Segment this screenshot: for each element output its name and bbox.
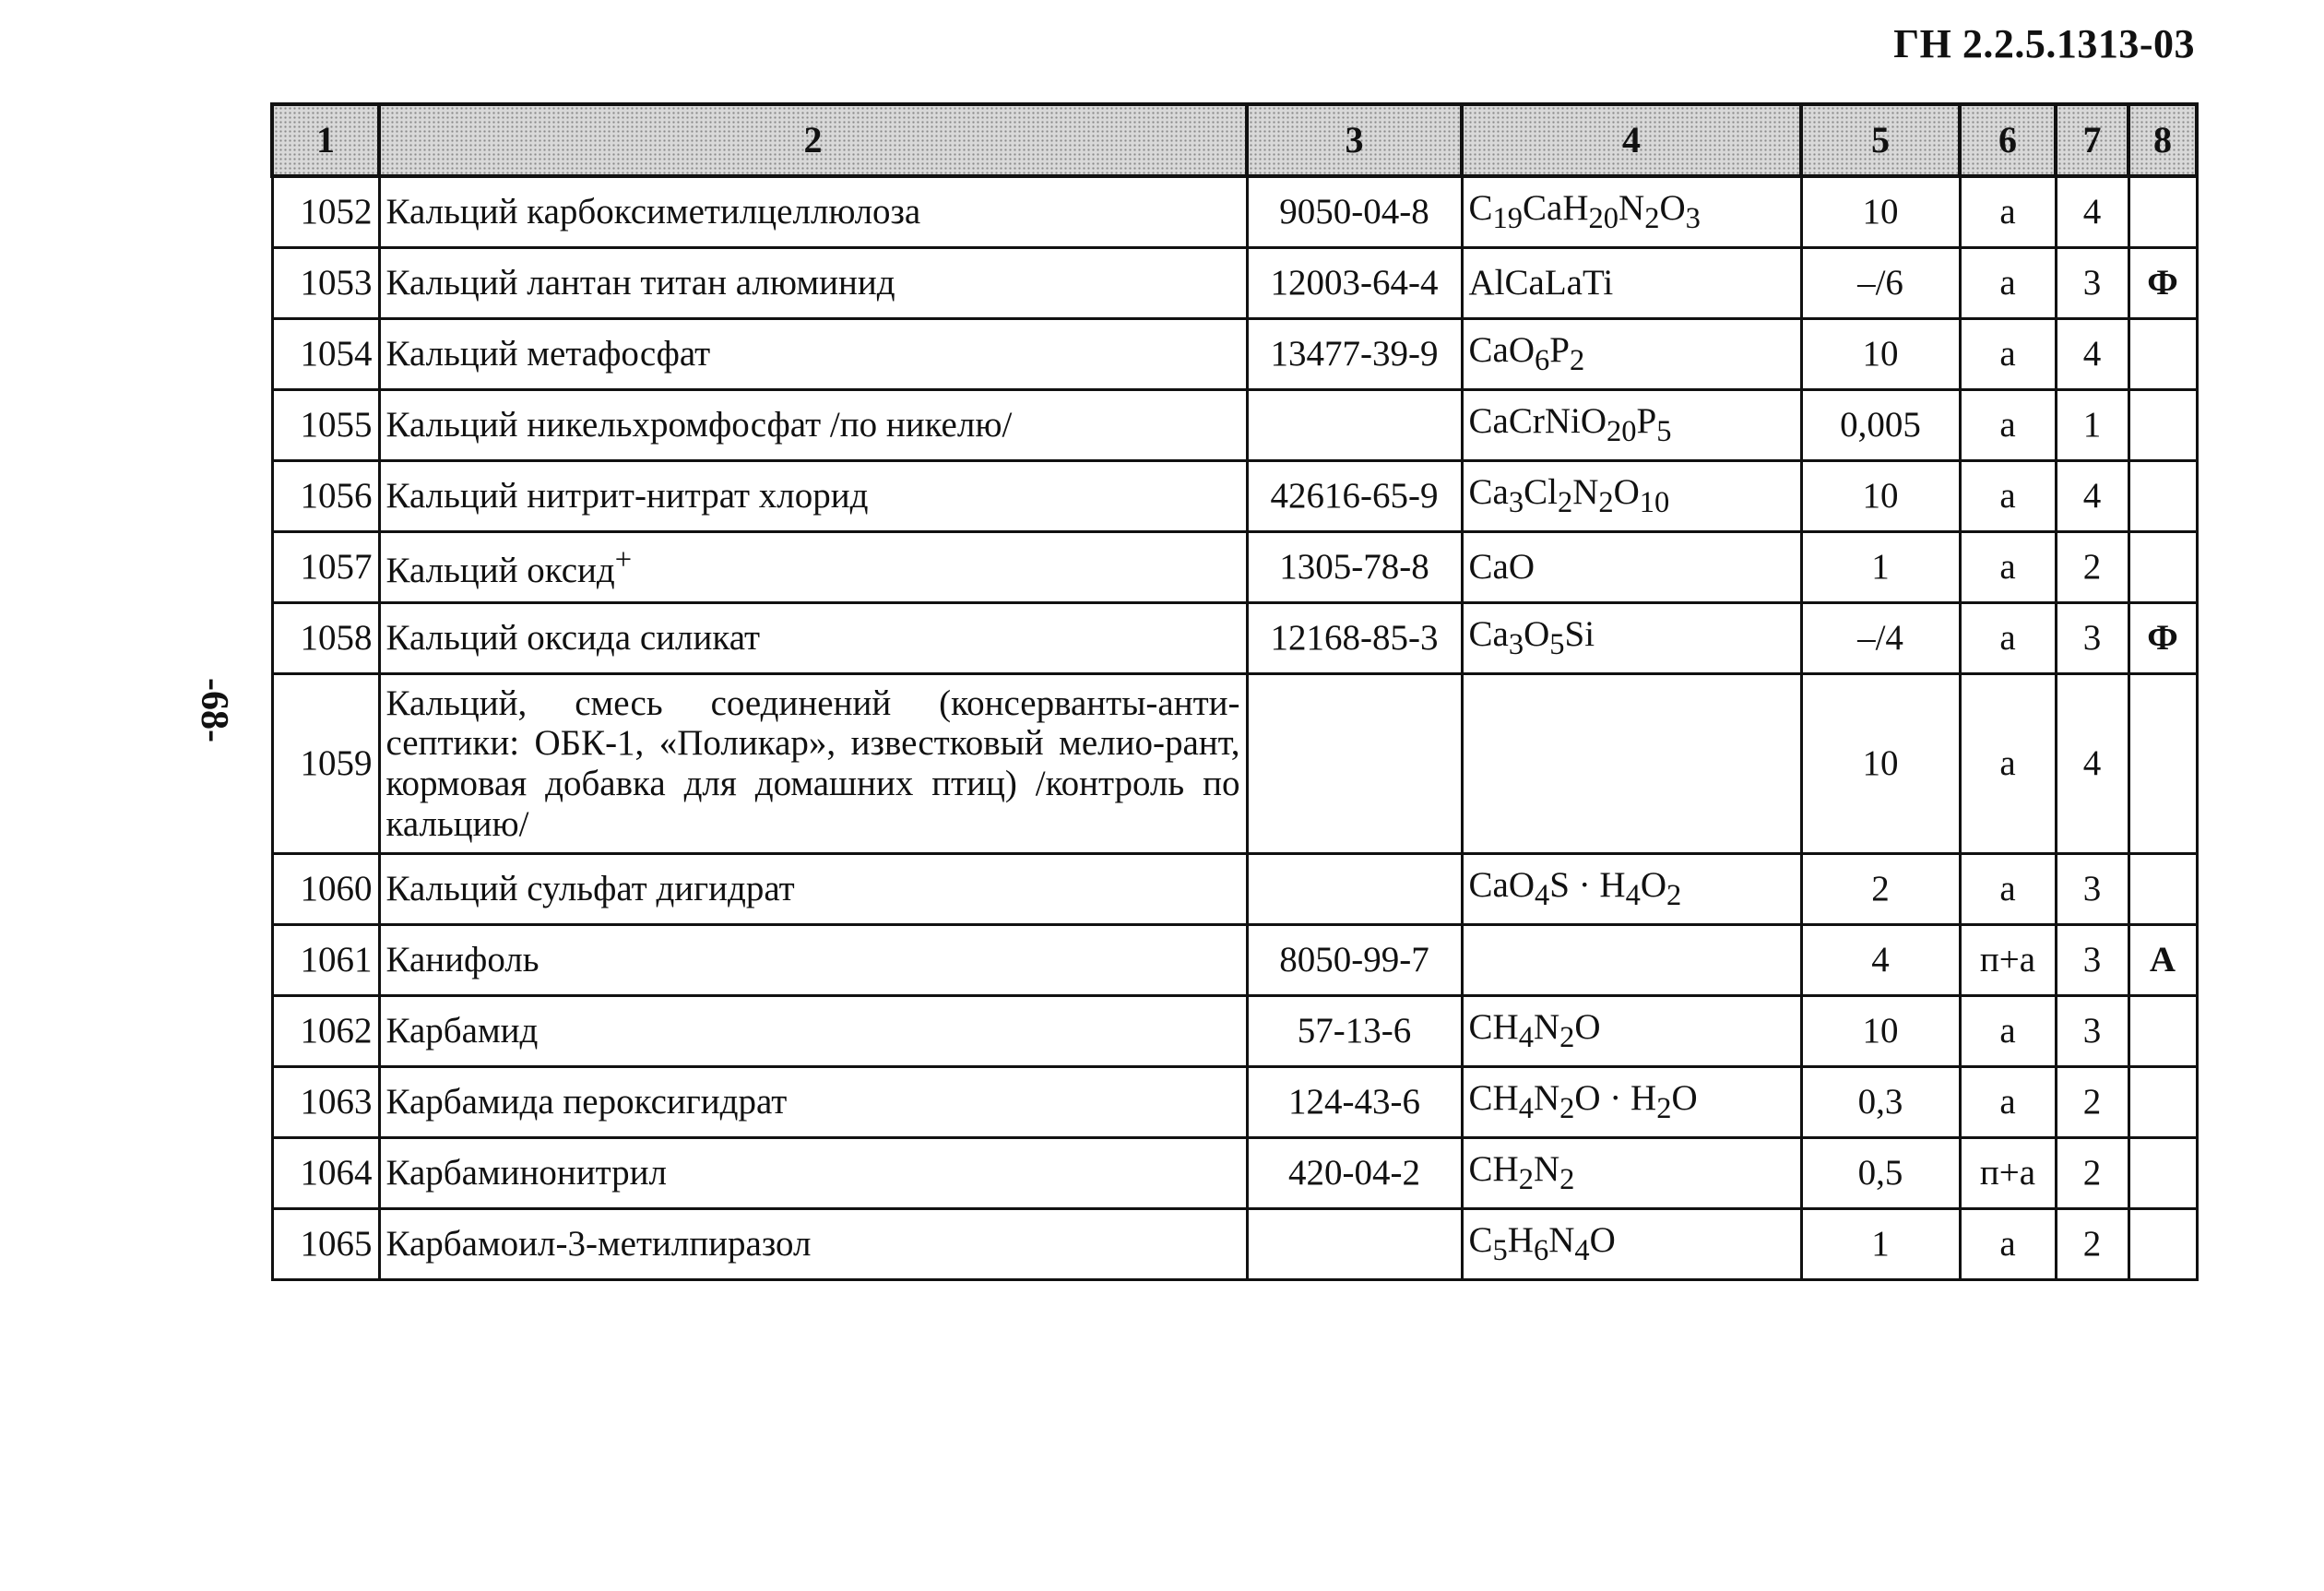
substance-name [379, 319, 1247, 390]
notes-mark [2128, 674, 2197, 854]
formula-subscript: 2 [1559, 1162, 1575, 1196]
exposure-limit: 0,3 [1801, 1067, 1960, 1138]
substance-name [379, 248, 1247, 319]
substance-name-text: Кальций карбоксиметилцеллюлоза [385, 191, 921, 232]
table-row [272, 319, 2197, 390]
row-number: 1065 [272, 1209, 379, 1280]
notes-mark [2128, 176, 2197, 248]
notes-mark [2128, 1067, 2197, 1138]
row-number: 1061 [272, 925, 379, 996]
formula-subscript: 4 [1625, 878, 1641, 912]
chemical-formula [1462, 996, 1801, 1067]
substance-name [379, 1067, 1247, 1138]
notes-mark [2128, 390, 2197, 461]
exposure-limit: 1 [1801, 532, 1960, 603]
aggregate-state: а [1960, 248, 2056, 319]
chemical-formula [1462, 1138, 1801, 1209]
substances-table [270, 102, 2199, 1281]
chemical-formula [1462, 248, 1801, 319]
row-number: 1057 [272, 532, 379, 603]
notes-mark [2128, 1138, 2197, 1209]
row-number: 1052 [272, 176, 379, 248]
formula-subscript: 3 [1508, 627, 1524, 661]
substance-name-text: Кальций сульфат дигидрат [385, 868, 795, 908]
aggregate-state: а [1960, 461, 2056, 532]
formula-text: $CH_4N_2O \cdot H_2O$ [1468, 1077, 1698, 1125]
formula-subscript: 4 [1574, 1233, 1590, 1267]
cas-number: 12003-64-4 [1247, 248, 1462, 319]
notes-mark: Ф [2128, 603, 2197, 674]
substance-name [379, 603, 1247, 674]
formula-text: $CaCrNiO_{20}P_5$ [1468, 400, 1672, 448]
hazard-class: 4 [2056, 176, 2128, 248]
cas-number: 9050-04-8 [1247, 176, 1462, 248]
substance-name-text: Карбамоил-3-метилпиразол [385, 1223, 812, 1264]
column-header: 6 [1960, 104, 2056, 176]
row-number: 1059 [272, 674, 379, 854]
chemical-formula [1462, 925, 1801, 996]
table-row [272, 176, 2197, 248]
substance-name [379, 925, 1247, 996]
aggregate-state: а [1960, 319, 2056, 390]
aggregate-state: а [1960, 674, 2056, 854]
row-number: 1054 [272, 319, 379, 390]
table-row [272, 996, 2197, 1067]
substance-name-text: Кальций метафосфат [385, 333, 711, 374]
hazard-class: 4 [2056, 461, 2128, 532]
cas-number: 57-13-6 [1247, 996, 1462, 1067]
cas-number: 124-43-6 [1247, 1067, 1462, 1138]
formula-subscript: 4 [1518, 1020, 1534, 1054]
formula-text: CaO [1468, 546, 1535, 587]
cas-number [1247, 674, 1462, 854]
table-row [272, 603, 2197, 674]
column-header: 2 [379, 104, 1247, 176]
row-number: 1062 [272, 996, 379, 1067]
substance-name-text: Кальций, смесь соединений (консерванты-анти-септики: ОБК-1, «Поликар», известковый мелио-рант, кормовая добавка для домашних птиц) /контроль по кальцию/ [385, 683, 1240, 844]
aggregate-state: а [1960, 996, 2056, 1067]
aggregate-state: а [1960, 1209, 2056, 1280]
substance-name-text: Кальций оксид [385, 550, 615, 590]
formula-subscript: 2 [1559, 1020, 1575, 1054]
formula-subscript: 2 [1518, 1162, 1534, 1196]
cas-number: 1305-78-8 [1247, 532, 1462, 603]
substance-name [379, 532, 1247, 603]
table-row [272, 532, 2197, 603]
aggregate-state: а [1960, 1067, 2056, 1138]
chemical-formula [1462, 603, 1801, 674]
row-number: 1056 [272, 461, 379, 532]
hazard-class: 1 [2056, 390, 2128, 461]
exposure-limit: 1 [1801, 1209, 1960, 1280]
substance-name-text: Канифоль [385, 939, 540, 980]
formula-subscript: 2 [1559, 1091, 1575, 1125]
substance-name-text: Кальций оксида силикат [385, 617, 761, 658]
formula-subscript: 4 [1518, 1091, 1534, 1125]
formula-subscript: 2 [1557, 485, 1573, 519]
formula-subscript: 5 [1656, 414, 1672, 448]
cas-number: 13477-39-9 [1247, 319, 1462, 390]
row-number: 1060 [272, 854, 379, 925]
formula-text: $CaO_4S \cdot H_4O_2$ [1468, 864, 1682, 912]
chemical-formula [1462, 390, 1801, 461]
chemical-formula [1462, 1209, 1801, 1280]
aggregate-state: а [1960, 390, 2056, 461]
column-header: 4 [1462, 104, 1801, 176]
formula-subscript: 6 [1535, 343, 1550, 377]
notes-mark [2128, 1209, 2197, 1280]
table-header-row [272, 104, 2197, 176]
table-row [272, 461, 2197, 532]
substance-name-mark: + [614, 542, 633, 576]
formula-text: $C_{19}CaH_{20}N_2O_3$ [1468, 187, 1701, 235]
hazard-class: 3 [2056, 603, 2128, 674]
aggregate-state: а [1960, 532, 2056, 603]
notes-mark [2128, 532, 2197, 603]
column-header: 1 [272, 104, 379, 176]
formula-text: AlCaLaTi [1468, 262, 1614, 303]
hazard-class: 3 [2056, 996, 2128, 1067]
exposure-limit: –/4 [1801, 603, 1960, 674]
table-row [272, 390, 2197, 461]
table-row [272, 1209, 2197, 1280]
hazard-class: 4 [2056, 674, 2128, 854]
substance-name-text: Кальций никельхромфосфат /по никелю/ [385, 404, 1013, 445]
cas-number [1247, 1209, 1462, 1280]
aggregate-state: п+а [1960, 1138, 2056, 1209]
column-header: 7 [2056, 104, 2128, 176]
formula-text: $Ca_3Cl_2N_2O_{10}$ [1468, 471, 1670, 519]
cas-number: 12168-85-3 [1247, 603, 1462, 674]
aggregate-state: а [1960, 854, 2056, 925]
formula-subscript: 5 [1549, 627, 1565, 661]
hazard-class: 2 [2056, 1138, 2128, 1209]
row-number: 1058 [272, 603, 379, 674]
table-body [272, 176, 2197, 1280]
exposure-limit: 10 [1801, 319, 1960, 390]
hazard-class: 3 [2056, 925, 2128, 996]
notes-mark [2128, 996, 2197, 1067]
page-number: -68- [193, 678, 235, 742]
hazard-class: 2 [2056, 1067, 2128, 1138]
formula-subscript: 19 [1492, 201, 1524, 235]
notes-mark [2128, 461, 2197, 532]
substance-name-text: Карбамид [385, 1010, 539, 1051]
chemical-formula [1462, 319, 1801, 390]
formula-subscript: 3 [1508, 485, 1524, 519]
formula-subscript: 10 [1639, 485, 1670, 519]
hazard-class: 4 [2056, 319, 2128, 390]
hazard-class: 3 [2056, 854, 2128, 925]
substance-name-text: Кальций лантан титан алюминид [385, 262, 895, 303]
column-header: 5 [1801, 104, 1960, 176]
substance-name [379, 390, 1247, 461]
aggregate-state: а [1960, 603, 2056, 674]
cas-number [1247, 390, 1462, 461]
formula-text: $CH_4N_2O$ [1468, 1006, 1601, 1054]
exposure-limit: 10 [1801, 176, 1960, 248]
table-row [272, 1067, 2197, 1138]
chemical-formula [1462, 176, 1801, 248]
substance-name [379, 1138, 1247, 1209]
column-header: 3 [1247, 104, 1462, 176]
formula-text: $Ca_3O_5Si$ [1468, 613, 1595, 661]
exposure-limit: 4 [1801, 925, 1960, 996]
notes-mark: Ф [2128, 248, 2197, 319]
substance-name-text: Карбаминонитрил [385, 1152, 667, 1193]
substance-name [379, 176, 1247, 248]
table-row [272, 854, 2197, 925]
row-number: 1064 [272, 1138, 379, 1209]
hazard-class: 3 [2056, 248, 2128, 319]
notes-mark [2128, 854, 2197, 925]
notes-mark [2128, 319, 2197, 390]
table-row [272, 925, 2197, 996]
exposure-limit: 10 [1801, 996, 1960, 1067]
formula-subscript: 5 [1492, 1233, 1508, 1267]
formula-subscript: 4 [1535, 878, 1550, 912]
exposure-limit: 0,5 [1801, 1138, 1960, 1209]
chemical-formula [1462, 532, 1801, 603]
cas-number: 8050-99-7 [1247, 925, 1462, 996]
formula-text: $CH_2N_2$ [1468, 1148, 1575, 1196]
aggregate-state: п+а [1960, 925, 2056, 996]
exposure-limit: 0,005 [1801, 390, 1960, 461]
formula-subscript: 20 [1607, 414, 1637, 448]
formula-text: $C_5H_6N_4O$ [1468, 1219, 1616, 1267]
exposure-limit: 2 [1801, 854, 1960, 925]
column-header: 8 [2128, 104, 2197, 176]
substance-name [379, 996, 1247, 1067]
formula-subscript: 3 [1685, 201, 1701, 235]
hazard-class: 2 [2056, 1209, 2128, 1280]
exposure-limit: 10 [1801, 461, 1960, 532]
table-row [272, 1138, 2197, 1209]
formula-subscript: 2 [1656, 1091, 1672, 1125]
formula-subscript: 20 [1588, 201, 1619, 235]
hazard-class: 2 [2056, 532, 2128, 603]
cas-number: 42616-65-9 [1247, 461, 1462, 532]
formula-text: $CaO_6P_2$ [1468, 329, 1585, 377]
substance-name-text: Кальций нитрит-нитрат хлорид [385, 475, 869, 516]
formula-subscript: 6 [1533, 1233, 1549, 1267]
formula-subscript: 2 [1569, 343, 1585, 377]
chemical-formula [1462, 854, 1801, 925]
substance-name [379, 461, 1247, 532]
row-number: 1053 [272, 248, 379, 319]
substance-name [379, 674, 1247, 854]
exposure-limit: 10 [1801, 674, 1960, 854]
table-row [272, 674, 2197, 854]
cas-number [1247, 854, 1462, 925]
document-code: ГН 2.2.5.1313-03 [1893, 21, 2195, 66]
row-number: 1063 [272, 1067, 379, 1138]
substance-name-text: Карбамида пероксигидрат [385, 1081, 788, 1122]
formula-subscript: 2 [1644, 201, 1660, 235]
chemical-formula [1462, 461, 1801, 532]
substance-name [379, 1209, 1247, 1280]
cas-number: 420-04-2 [1247, 1138, 1462, 1209]
formula-subscript: 2 [1666, 878, 1682, 912]
notes-mark: А [2128, 925, 2197, 996]
chemical-formula [1462, 1067, 1801, 1138]
aggregate-state: а [1960, 176, 2056, 248]
exposure-limit: –/6 [1801, 248, 1960, 319]
substance-name [379, 854, 1247, 925]
table-row [272, 248, 2197, 319]
row-number: 1055 [272, 390, 379, 461]
formula-subscript: 2 [1598, 485, 1614, 519]
chemical-formula [1462, 674, 1801, 854]
